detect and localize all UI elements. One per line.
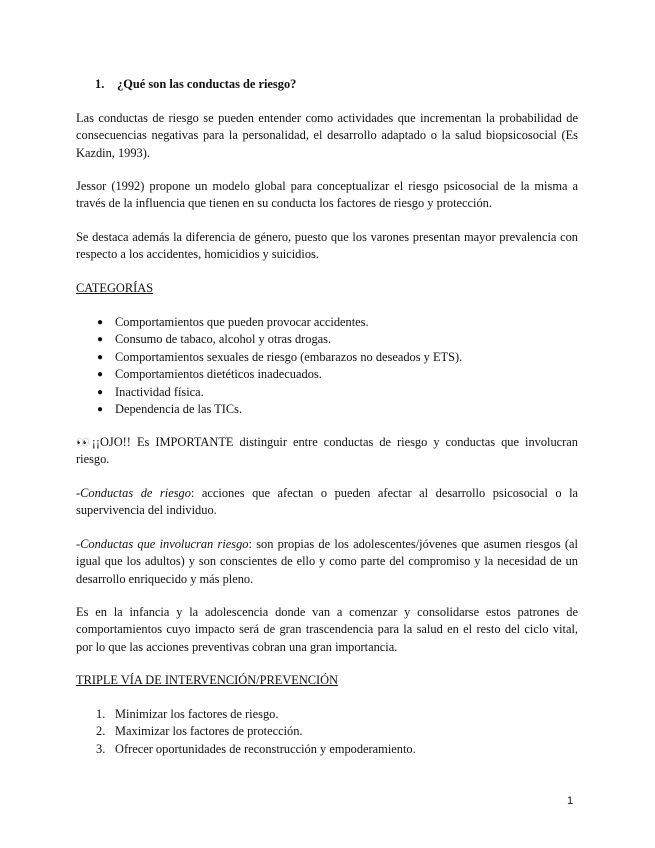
bullet-icon: ● [97, 404, 104, 416]
section-heading [95, 76, 296, 93]
term-conductas-de-riesgo: Conductas de riesgo [80, 486, 191, 500]
list-item: 2. Maximizar los factores de protección. [96, 724, 303, 739]
paragraph-infancia: Es en la infancia y la adolescencia donde van a comenzar y consolidarse estos patrones de comportamientos cuyo impacto será de gran trascendencia para la salud en el resto del ciclo vital, por lo que las acciones preventivas cobran una gran importancia. [76, 605, 578, 654]
bullet-icon: ● [97, 317, 104, 328]
bullet-icon: ● [97, 369, 104, 381]
categories-list [76, 314, 462, 418]
list-item: ● Comportamientos sexuales de riesgo (embarazos no deseados y ETS). [76, 349, 462, 366]
bullet-icon: ● [97, 351, 104, 363]
eyes-icon: 👀 [76, 436, 89, 449]
paragraph-gender: Se destaca además la diferencia de género, puesto que los varones presentan mayor prevalencia con respecto a los accidentes, homicidios y suicidios. [76, 230, 578, 262]
paragraph-jessor: Jessor (1992) propone un modelo global para conceptualizar el riesgo psicosocial de la misma a través de la influencia que tienen en su conducta los factores de riesgo y protección. [76, 179, 578, 211]
bullet-icon: ● [97, 386, 104, 398]
list-item: ● Inactividad física. [76, 384, 462, 401]
page-number: 1 [567, 795, 574, 807]
heading-text: ¿Qué son las conductas de riesgo? [117, 77, 297, 91]
list-item: ● Consumo de tabaco, alcohol y otras drogas. [76, 331, 462, 348]
list-item: ● Comportamientos que pueden provocar accidentes. [76, 314, 462, 331]
list-item: ● Dependencia de las TICs. [76, 401, 462, 418]
note-text: ¡¡OJO!! Es IMPORTANTE distinguir entre conductas de riesgo y conductas que involucran riesgo. [76, 435, 578, 467]
bullet-icon: ● [97, 334, 104, 346]
heading-number: 1. [95, 77, 105, 91]
list-item: 3. Ofrecer oportunidades de reconstrucción y empoderamiento. [96, 741, 416, 756]
term-conductas-que-involucran-riesgo: Conductas que involucran riesgo [80, 537, 249, 551]
list-item: ● Comportamientos dietéticos inadecuados. [76, 366, 462, 383]
note-paragraph [76, 434, 578, 469]
definition-conductas-de-riesgo: -Conductas de riesgo: acciones que afectan o pueden afectar al desarrollo psicosocial o la supervivencia del individuo. [76, 486, 579, 518]
definition-conductas-que-involucran-riesgo: -Conductas que involucran riesgo: son propias de los adolescentes/jóvenes que asumen riesgos (al igual que los adultos) y son conscientes de ello y como parte del compromiso y la necesidad de un desarrollo enriquecido y más pleno. [76, 537, 578, 586]
triple-via-list [76, 706, 416, 758]
list-item: 1. Minimizar los factores de riesgo. [96, 707, 279, 721]
triple-via-title: TRIPLE VÍA DE INTERVENCIÓN/PREVENCIÓN [76, 673, 339, 687]
paragraph-definition: Las conductas de riesgo se pueden entender como actividades que incrementan la probabilidad de consecuencias negativas para la personalidad, el desarrollo adaptado o la salud biopsicosocial (Es Kazdin, 1993). [76, 111, 578, 160]
categories-title: CATEGORÍAS [76, 281, 154, 295]
